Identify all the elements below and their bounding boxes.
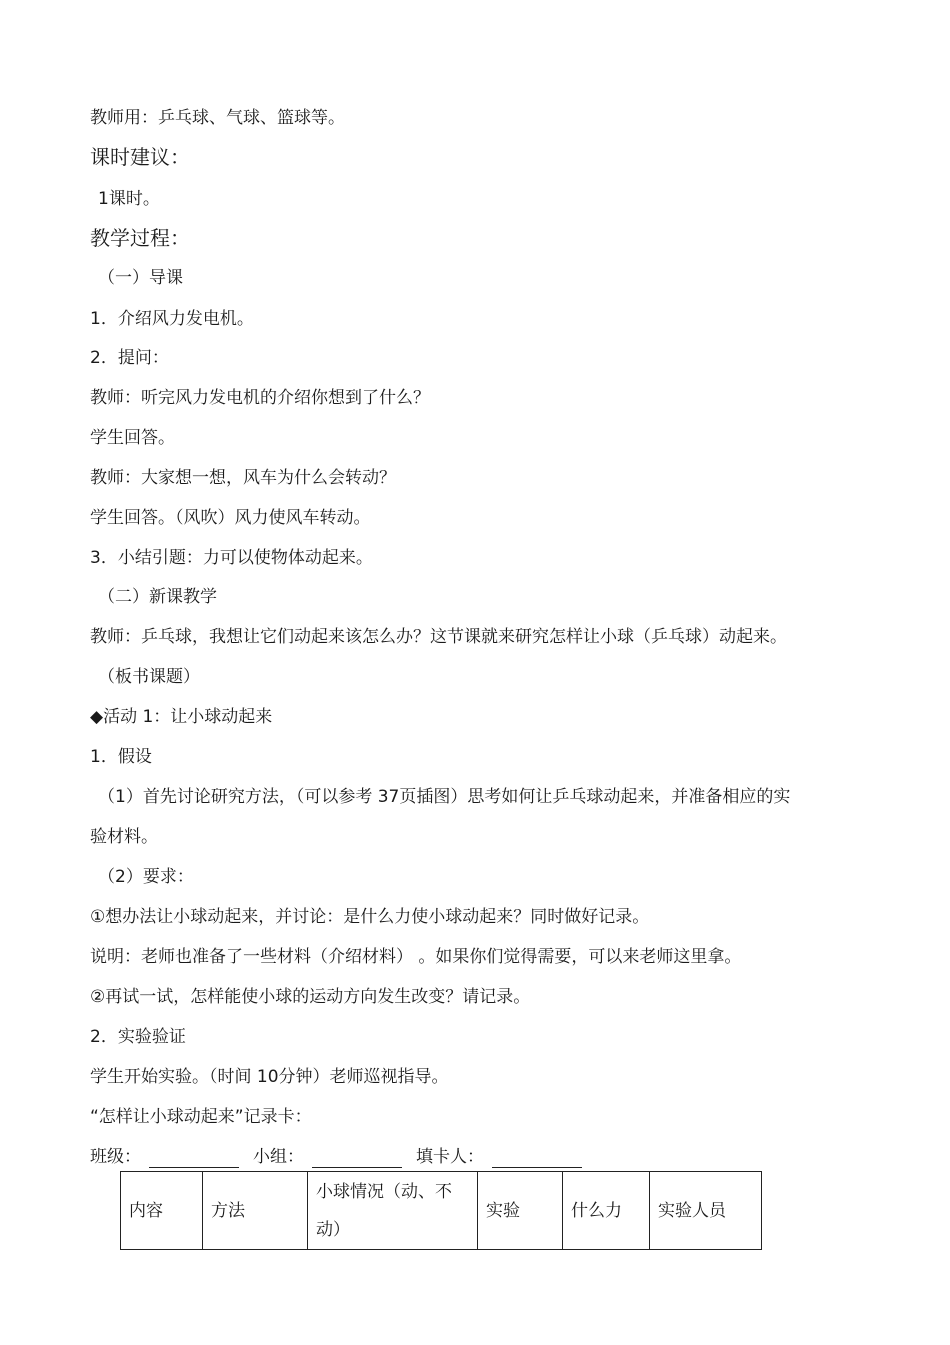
text-line: ②再试一试，怎样能使小球的运动方向发生改变？请记录。 [90, 987, 531, 1007]
table-header-cell: 小球情况（动、不动） [308, 1172, 478, 1250]
record-card-form [90, 1146, 596, 1168]
text-line: 教师：乒乓球，我想让它们动起来该怎么办？这节课就来研究怎样让小球（乒乓球）动起来。 [90, 627, 787, 647]
text-line: 学生回答。（风吹）风力使风车转动。 [90, 508, 371, 528]
text-line: 3．小结引题：力可以使物体动起来。 [90, 548, 373, 568]
text-line: 教师：听完风力发电机的介绍你想到了什么？ [90, 388, 430, 408]
text-line: （2）要求： [98, 867, 194, 887]
table-header-cell: 实验 [478, 1172, 563, 1250]
text-line: 学生回答。 [90, 428, 175, 448]
text-line: 学生开始实验。（时间 10分钟）老师巡视指导。 [90, 1067, 449, 1087]
group-label: 小组： [253, 1147, 304, 1167]
text-line: 2．提问： [90, 348, 169, 368]
group-field[interactable] [312, 1149, 402, 1168]
filler-field[interactable] [492, 1149, 582, 1168]
text-line: （板书课题） [98, 667, 200, 687]
text-line: 教师用：乒乓球、气球、篮球等。 [90, 108, 345, 128]
section-heading: 课时建议： [90, 145, 190, 169]
table-header-cell: 方法 [203, 1172, 308, 1250]
text-line: 2．实验验证 [90, 1027, 186, 1047]
text-line: “怎样让小球动起来”记录卡： [90, 1107, 312, 1127]
text-line: ①想办法让小球动起来，并讨论：是什么力使小球动起来？同时做好记录。 [90, 907, 650, 927]
filler-label: 填卡人： [416, 1147, 484, 1167]
text-line: （一）导课 [98, 268, 183, 288]
class-field[interactable] [149, 1149, 239, 1168]
text-line: 说明：老师也准备了一些材料（介绍材料） 。如果你们觉得需要，可以来老师这里拿。 [90, 947, 742, 967]
table-header-cell: 什么力 [563, 1172, 650, 1250]
text-line: 验材料。 [90, 827, 158, 847]
text-line: 1．介绍风力发电机。 [90, 309, 254, 329]
text-line: 1课时。 [98, 189, 160, 209]
section-heading: 教学过程： [90, 226, 190, 250]
text-line: 1．假设 [90, 747, 152, 767]
text-line: 教师：大家想一想，风车为什么会转动？ [90, 468, 396, 488]
text-line: ◆活动 1：让小球动起来 [90, 707, 273, 727]
table-header-cell: 内容 [121, 1172, 203, 1250]
table-header-cell: 实验人员 [650, 1172, 762, 1250]
table-header-row [121, 1172, 762, 1250]
class-label: 班级： [90, 1147, 141, 1167]
record-table [120, 1171, 762, 1250]
text-line: （二）新课教学 [98, 587, 217, 607]
text-line: （1）首先讨论研究方法，（可以参考 37页插图）思考如何让乒乓球动起来，并准备相应的实 [98, 787, 791, 807]
